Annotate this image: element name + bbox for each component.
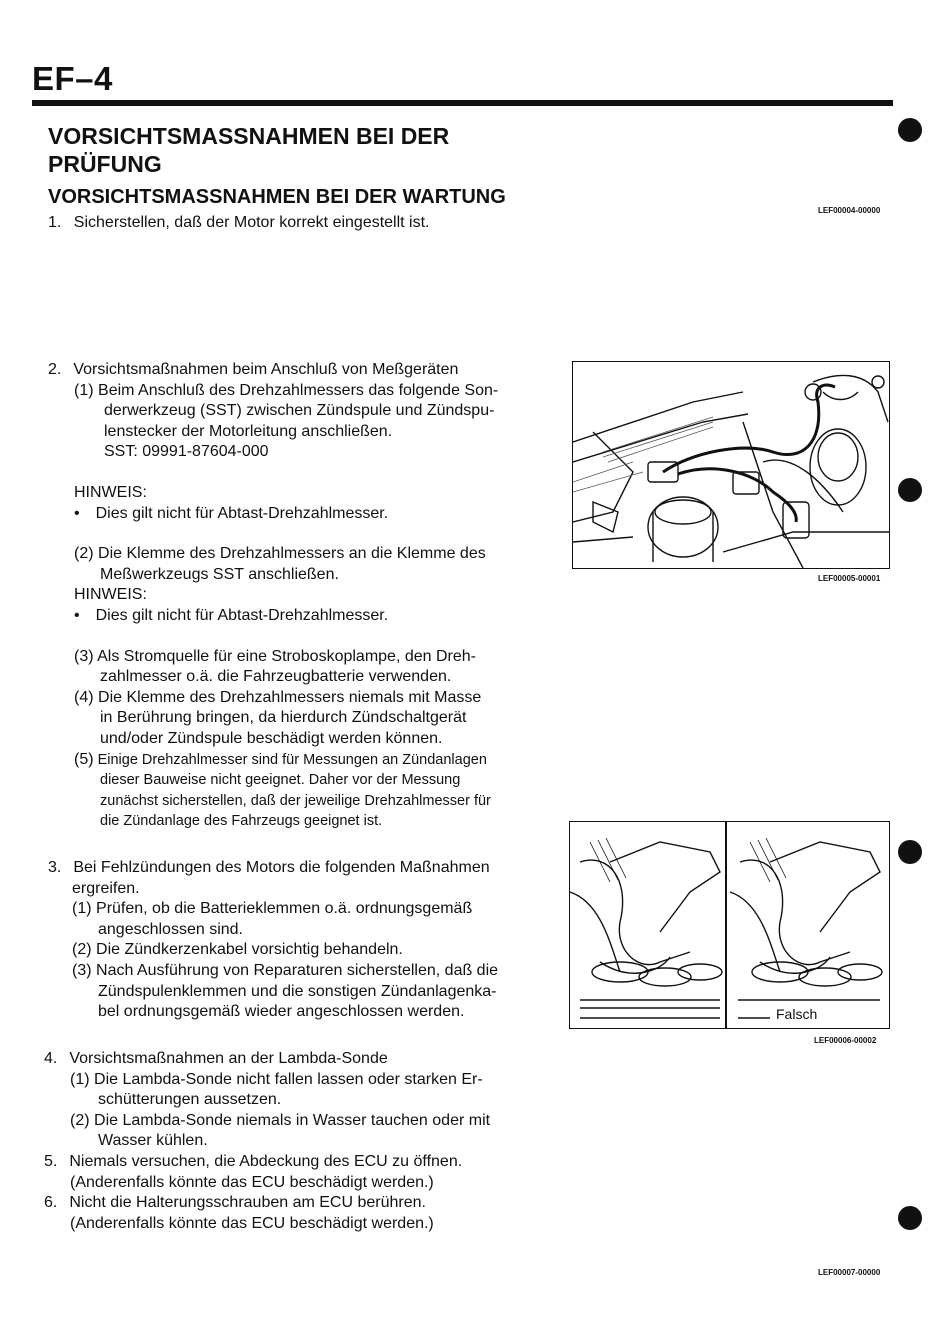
hand-wire-illustration xyxy=(570,822,889,1028)
subitem-number: (1) xyxy=(72,900,92,918)
item-text: Sicherstellen, daß der Motor korrekt eingestellt ist. xyxy=(73,214,430,231)
note-text: Dies gilt nicht für Abtast-Drehzahlmesser. xyxy=(95,504,389,522)
subitem-text: Wasser kühlen. xyxy=(98,1132,208,1150)
item-text: Vorsichtsmaßnahmen beim Anschluß von Meßgeräten xyxy=(73,361,459,378)
figure-label-wrong: Falsch xyxy=(776,1006,818,1022)
item-number: 6. xyxy=(44,1194,58,1212)
bullet: • xyxy=(74,504,80,522)
figure-ref-3: LEF00006-00002 xyxy=(814,1036,877,1045)
page-code: EF–4 xyxy=(32,60,113,97)
subitem-text: Einige Drehzahlmesser sind für Messungen an Zündanlagen xyxy=(97,751,487,768)
item-1 xyxy=(48,213,430,234)
figure-divider xyxy=(725,822,727,1028)
subitem-text: Die Lambda-Sonde niemals in Wasser tauchen oder mit xyxy=(94,1111,491,1129)
item-4 xyxy=(44,1049,544,1234)
subitem-text: derwerkzeug (SST) zwischen Zündspule und Zündspu- xyxy=(104,402,495,420)
subitem-text: die Zündanlage des Fahrzeugs geeignet ist. xyxy=(100,813,383,830)
subitem-text: lenstecker der Motorleitung anschließen. xyxy=(104,422,393,440)
item-3 xyxy=(48,858,548,1023)
subitem-number: (1) xyxy=(70,1070,90,1088)
sst-number: SST: 09991-87604-000 xyxy=(104,443,269,461)
note-text: Dies gilt nicht für Abtast-Drehzahlmesser. xyxy=(95,606,389,624)
subitem-text: Zündspulenklemmen und die sonstigen Zündanlagenka- xyxy=(98,982,497,1000)
section-heading: VORSICHTSMASSNAHMEN BEI DER WARTUNG xyxy=(48,186,506,208)
figure-ref-1: LEF00004-00000 xyxy=(818,206,881,215)
subitem-number: (3) xyxy=(72,961,92,979)
bullet: • xyxy=(74,606,80,624)
subitem-text: Die Zündkerzenkabel vorsichtig behandeln. xyxy=(96,941,403,959)
subitem-text: schütterungen aussetzen. xyxy=(98,1091,282,1109)
item-text: Nicht die Halterungsschrauben am ECU berühren. xyxy=(69,1194,426,1212)
subitem-text: zunächst sicherstellen, daß der jeweilige Drehzahlmesser für xyxy=(100,792,491,809)
subitem-number: (2) xyxy=(72,941,92,959)
item-text: Vorsichtsmaßnahmen an der Lambda-Sonde xyxy=(69,1050,388,1067)
item-2 xyxy=(48,360,548,832)
subitem-number: (2) xyxy=(70,1111,90,1129)
subitem-number: (2) xyxy=(74,545,94,563)
engine-wiring-illustration xyxy=(573,362,889,568)
subitem-text: Prüfen, ob die Batterieklemmen o.ä. ordnungsgemäß xyxy=(96,900,473,918)
item-number: 3. xyxy=(48,859,62,876)
subitem-text: Nach Ausführung von Reparaturen sicherstellen, daß die xyxy=(96,961,499,979)
margin-bullet xyxy=(898,840,922,864)
subitem-number: (4) xyxy=(74,688,94,706)
item-text: (Anderenfalls könnte das ECU beschädigt werden.) xyxy=(70,1173,434,1191)
page-title: VORSICHTSMASSNAHMEN BEI DER PRÜFUNG xyxy=(48,123,450,177)
subitem-text: bel ordnungsgemäß wieder angeschlossen werden. xyxy=(98,1003,465,1021)
subitem-text: Die Klemme des Drehzahlmessers niemals mit Masse xyxy=(98,688,482,706)
subitem-number: (3) xyxy=(74,647,94,665)
subitem-text: Beim Anschluß des Drehzahlmessers das folgende Son- xyxy=(98,381,499,399)
figure-ref-4: LEF00007-00000 xyxy=(818,1268,881,1277)
subitem-text: zahlmesser o.ä. die Fahrzeugbatterie verwenden. xyxy=(100,668,452,686)
subitem-text: angeschlossen sind. xyxy=(98,920,243,938)
subitem-text: und/oder Zündspule beschädigt werden können. xyxy=(100,729,443,747)
margin-bullet xyxy=(898,1206,922,1230)
item-text: (Anderenfalls könnte das ECU beschädigt werden.) xyxy=(70,1214,434,1232)
item-number: 4. xyxy=(44,1050,58,1067)
subitem-number: (5) xyxy=(74,750,94,768)
subitem-text: Als Stromquelle für eine Stroboskoplampe, den Dreh- xyxy=(97,647,476,665)
item-number: 1. xyxy=(48,214,62,231)
figure-ref-2: LEF00005-00001 xyxy=(818,574,881,583)
item-text: Bei Fehlzündungen des Motors die folgenden Maßnahmen xyxy=(73,859,490,876)
figure-wire-handling xyxy=(569,821,890,1029)
subitem-text: in Berührung bringen, da hierdurch Zündschaltgerät xyxy=(100,709,467,727)
note-heading: HINWEIS: xyxy=(74,483,147,501)
figure-sst-connection xyxy=(572,361,890,569)
header-rule xyxy=(32,100,893,106)
margin-bullet xyxy=(898,118,922,142)
subitem-text: dieser Bauweise nicht geeignet. Daher vor der Messung xyxy=(100,772,461,789)
subitem-text: Die Lambda-Sonde nicht fallen lassen oder starken Er- xyxy=(94,1070,483,1088)
item-text: Niemals versuchen, die Abdeckung des ECU zu öffnen. xyxy=(69,1152,463,1170)
item-number: 5. xyxy=(44,1152,58,1170)
margin-bullet xyxy=(898,478,922,502)
item-number: 2. xyxy=(48,361,62,378)
note-heading: HINWEIS: xyxy=(74,586,147,604)
item-text: ergreifen. xyxy=(72,879,140,897)
subitem-text: Meßwerkzeugs SST anschließen. xyxy=(100,565,339,583)
subitem-text: Die Klemme des Drehzahlmessers an die Klemme des xyxy=(98,545,486,563)
subitem-number: (1) xyxy=(74,381,94,399)
